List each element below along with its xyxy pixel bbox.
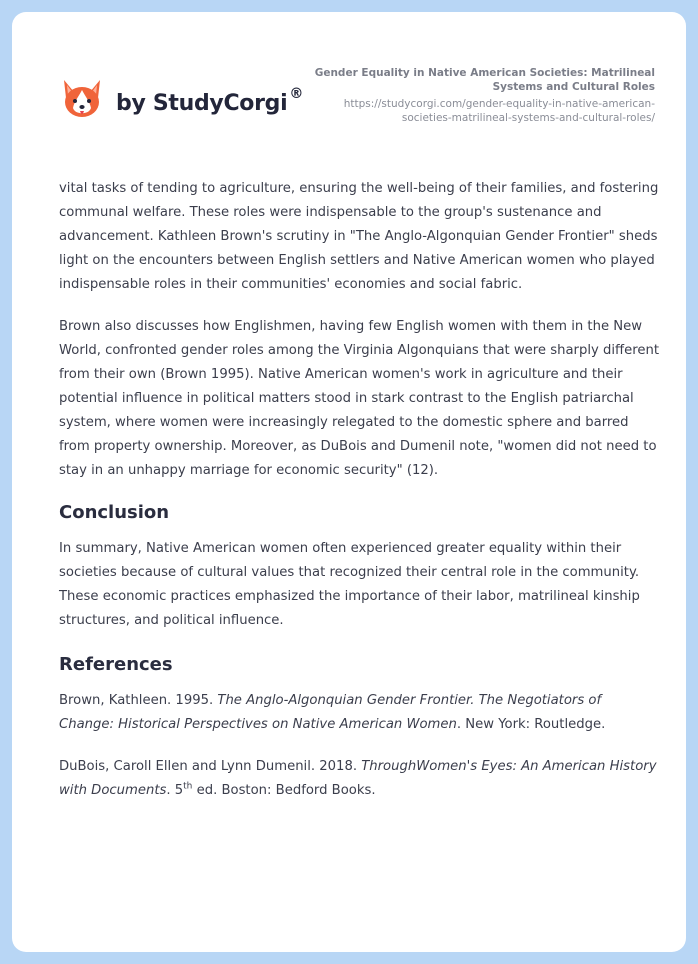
reference-title: The Anglo-Algonquian Gender Frontier. The Negotiators of Change: Historical Perspectives on Native American Women xyxy=(59,693,602,732)
references-heading: References xyxy=(59,654,173,675)
logo-wordmark: by StudyCorgi ® xyxy=(116,85,304,116)
document-body xyxy=(59,177,659,821)
reference-title: ThroughWomen's Eyes: An American History with Documents xyxy=(59,759,657,798)
studycorgi-logo[interactable] xyxy=(60,76,303,122)
reference-item: DuBois, Caroll Ellen and Lynn Dumenil. 2018. ThroughWomen's Eyes: An American History with Documents. 5th ed. Boston: Bedford Books. xyxy=(59,759,657,798)
registered-mark: ® xyxy=(289,85,304,102)
document-page xyxy=(12,12,686,952)
document-meta xyxy=(295,66,655,125)
edition-superscript: th xyxy=(183,781,193,792)
corgi-icon xyxy=(60,76,104,122)
body-paragraph: Brown also discusses how Englishmen, having few English women with them in the New World, confronted gender roles among the Virginia Algonquians that were sharply different from their own (Brown 1995). Native American women's work in agriculture and their potential influence in political matters stood in stark contrast to the English patriarchal system, where women were increasingly relegated to the domestic sphere and barred from property ownership. Moreover, as DuBois and Dumenil note, "women did not need to stay in an unhappy marriage for economic security" (12). xyxy=(59,319,660,478)
conclusion-heading: Conclusion xyxy=(59,502,170,523)
document-title: Gender Equality in Native American Societies: Matrilineal Systems and Cultural Roles xyxy=(314,67,655,93)
reference-item: Brown, Kathleen. 1995. The Anglo-Algonquian Gender Frontier. The Negotiators of Change: Historical Perspectives on Native American Women. New York: Routledge. xyxy=(59,693,606,732)
conclusion-paragraph: In summary, Native American women often experienced greater equality within their societies because of cultural values that recognized their central role in the community. These economic practices emphasized the importance of their labor, matrilineal kinship structures, and political influence. xyxy=(59,541,640,628)
document-url[interactable]: https://studycorgi.com/gender-equality-in-native-american-societies-matrilineal-systems-and-cultural-roles/ xyxy=(343,98,655,124)
body-paragraph: vital tasks of tending to agriculture, ensuring the well-being of their families, and fostering communal welfare. These roles were indispensable to the group's sustenance and advancement. Kathleen Brown's scrutiny in "The Anglo-Algonquian Gender Frontier" sheds light on the encounters between English settlers and Native American women who played indispensable roles in their communities' economies and social fabric. xyxy=(59,181,659,292)
